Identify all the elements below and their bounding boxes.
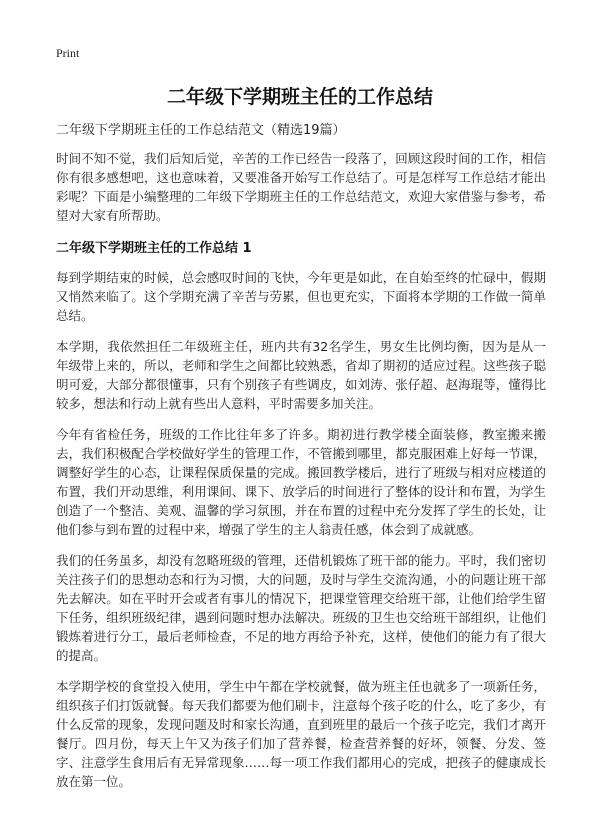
section-heading: 二年级下学期班主任的工作总结 1 [56, 241, 252, 256]
article-body [56, 149, 546, 803]
page-title: 二年级下学期班主任的工作总结 [166, 86, 433, 108]
body-paragraph: 本学期学校的食堂投入使用，学生中午都在学校就餐，做为班主任也就多了一项新任务，组织孩子们打饭就餐。每天我们都要为他们刷卡，注意每个孩子吃的什么，吃了多少，有什么反常的现象，发现问题及时和家长沟通，直到班里的最后一个孩子吃完，我们才离开餐厅。四月份，每天上午又为孩子们加了营养餐，检查营养餐的好坏，领餐、分发、签字、注意学生食用后有无异常现象……每一项工作我们都用心的完成，把孩子的健康成长放在第一位。 [56, 679, 546, 789]
body-paragraph: 本学期，我依然担任二年级班主任，班内共有32名学生，男女生比例均衡，因为是从一年级带上来的，所以，老师和学生之间都比较熟悉，省却了期初的适应过程。这些孩子聪明可爱，大部分都很懂事，只有个别孩子有些调皮，如刘涛、张仔超、赵海琨等，懂得比较多，想法和行动上就有些出人意料，平时需要多加关注。 [56, 339, 546, 411]
intro-paragraph: 时间不知不觉，我们后知后觉，辛苦的工作已经告一段落了，回顾这段时间的工作，相信你有很多感想吧，这也意味着，又要准备开始写工作总结了。可是怎样写工作总结才能出彩呢？下面是小编整理的二年级下学期班主任的工作总结范文，欢迎大家借鉴与参考，希望对大家有所帮助。 [56, 151, 546, 223]
body-paragraph: 每到学期结束的时候，总会感叹时间的飞快，今年更是如此，在自始至终的忙碌中，假期又悄然来临了。这个学期充满了辛苦与劳累，但也更充实，下面将本学期的工作做一简单总结。 [56, 270, 546, 323]
page-subtitle: 二年级下学期班主任的工作总结范文（精选19篇） [56, 123, 346, 138]
body-paragraph: 我们的任务虽多，却没有忽略班级的管理，还借机锻炼了班干部的能力。平时，我们密切关注孩子们的思想动态和行为习惯，大的问题，及时与学生交流沟通，小的问题让班干部先去解决。如在平时开会或者有事儿的情况下，把课堂管理交给班干部，让他们给学生留下任务，组织班级纪律，遇到问题时想办法解决。班级的卫生也交给班干部组织，让他们锻炼着进行分工，最后老师检查，不足的地方再给予补充，这样，使他们的能力有了很大的提高。 [56, 553, 546, 663]
print-link[interactable]: Print [56, 46, 80, 60]
body-paragraph: 今年有省检任务，班级的工作比往年多了许多。期初进行教学楼全面装修，教室搬来搬去，我们积极配合学校做好学生的管理工作，不管搬到哪里，都克服困难上好每一节课，调整好学生的心态，让课程保质保量的完成。搬回教学楼后，进行了班级与相对应楼道的布置，我们开动思维，利用课间、课下、放学后的时间进行了整体的设计和布置，为学生创造了一个整洁、美观、温馨的学习氛围，并在布置的过程中充分发挥了学生的长处，让他们参与到布置的过程中来，增强了学生的主人翁责任感，体会到了成就感。 [56, 427, 546, 537]
